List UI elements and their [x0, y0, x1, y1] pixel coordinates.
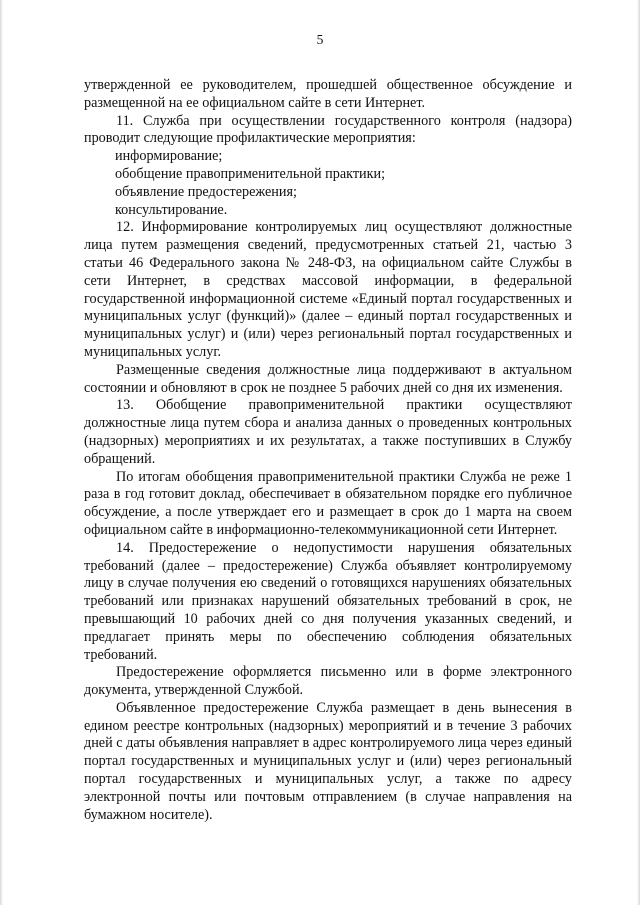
paragraph-clause-14-publication: Объявленное предостережение Служба размещает в день вынесения в едином реестре контрольных (надзорных) мероприятий и в течение 3 рабочих дней с даты объявления направляет в адрес контролируемого лица через единый портал государственных и муниципальных услуг и (или) через региональный портал государственных и муниципальных услуг, а также по адресу электронной почты или почтовым отправлением (в случае направления на бумажном носителе). — [84, 699, 572, 823]
paragraph-clause-13: 13. Обобщение правоприменительной практики осуществляют должностные лица путем сбора и анализа данных о проведенных контрольных (надзорных) мероприятиях и их результатах, а также поступивших в Службу обращений. — [84, 397, 572, 467]
page-number: 5 — [316, 32, 324, 47]
paragraph-clause-11: 11. Служба при осуществлении государственного контроля (надзора) проводит следующие профилактические мероприятия: — [84, 112, 572, 147]
paragraph-clause-12: 12. Информирование контролируемых лиц осуществляют должностные лица путем размещения сведений, предусмотренных статьей 21, частью 3 статьи 46 Федерального закона № 248-ФЗ, на официальном сайте Службы в сети Интернет, в средствах массовой информации, в федеральной государственной информационной системе «Единый портал государственных и муниципальных услуг (функций)» (далее – единый портал государственных и муниципальных услуг) и (или) через региональный портал государственных и муниципальных услуг. — [84, 219, 572, 360]
paragraph-clause-14-form: Предостережение оформляется письменно или в форме электронного документа, утвержденной Службой. — [84, 664, 572, 699]
list-item-consulting: консультирование. — [115, 201, 228, 218]
list-item-generalization: обобщение правоприменительной практики; — [115, 165, 386, 182]
paragraph-clause-14: 14. Предостережение о недопустимости нарушения обязательных требований (далее – предостережение) Служба объявляет контролируемому лицу в случае получения ею сведений о готовящихся нарушениях обязательных требований или признаках нарушений обязательных требований в срок, не превышающий 10 рабочих дней со дня получения указанных сведений, и предлагает принять меры по обеспечению соблюдения обязательных требований. — [84, 539, 572, 663]
paragraph-continuation: утвержденной ее руководителем, прошедшей общественное обсуждение и размещенной на ее официальном сайте в сети Интернет. — [84, 77, 572, 111]
document-body — [84, 77, 572, 824]
list-item-informing: информирование; — [115, 148, 223, 165]
list-item-warning: объявление предостережения; — [115, 183, 297, 200]
paragraph-clause-13-report: По итогам обобщения правоприменительной практики Служба не реже 1 раза в год готовит доклад, обеспечивает в обязательном порядке его публичное обсуждение, а после утверждает его и размещает в срок до 1 марта на своем официальном сайте в информационно-телекоммуникационной сети Интернет. — [84, 468, 572, 538]
paragraph-clause-12-info-update: Размещенные сведения должностные лица поддерживают в актуальном состоянии и обновляют в срок не позднее 5 рабочих дней со дня их изменения. — [84, 361, 572, 396]
page-edge-left — [0, 0, 3, 905]
